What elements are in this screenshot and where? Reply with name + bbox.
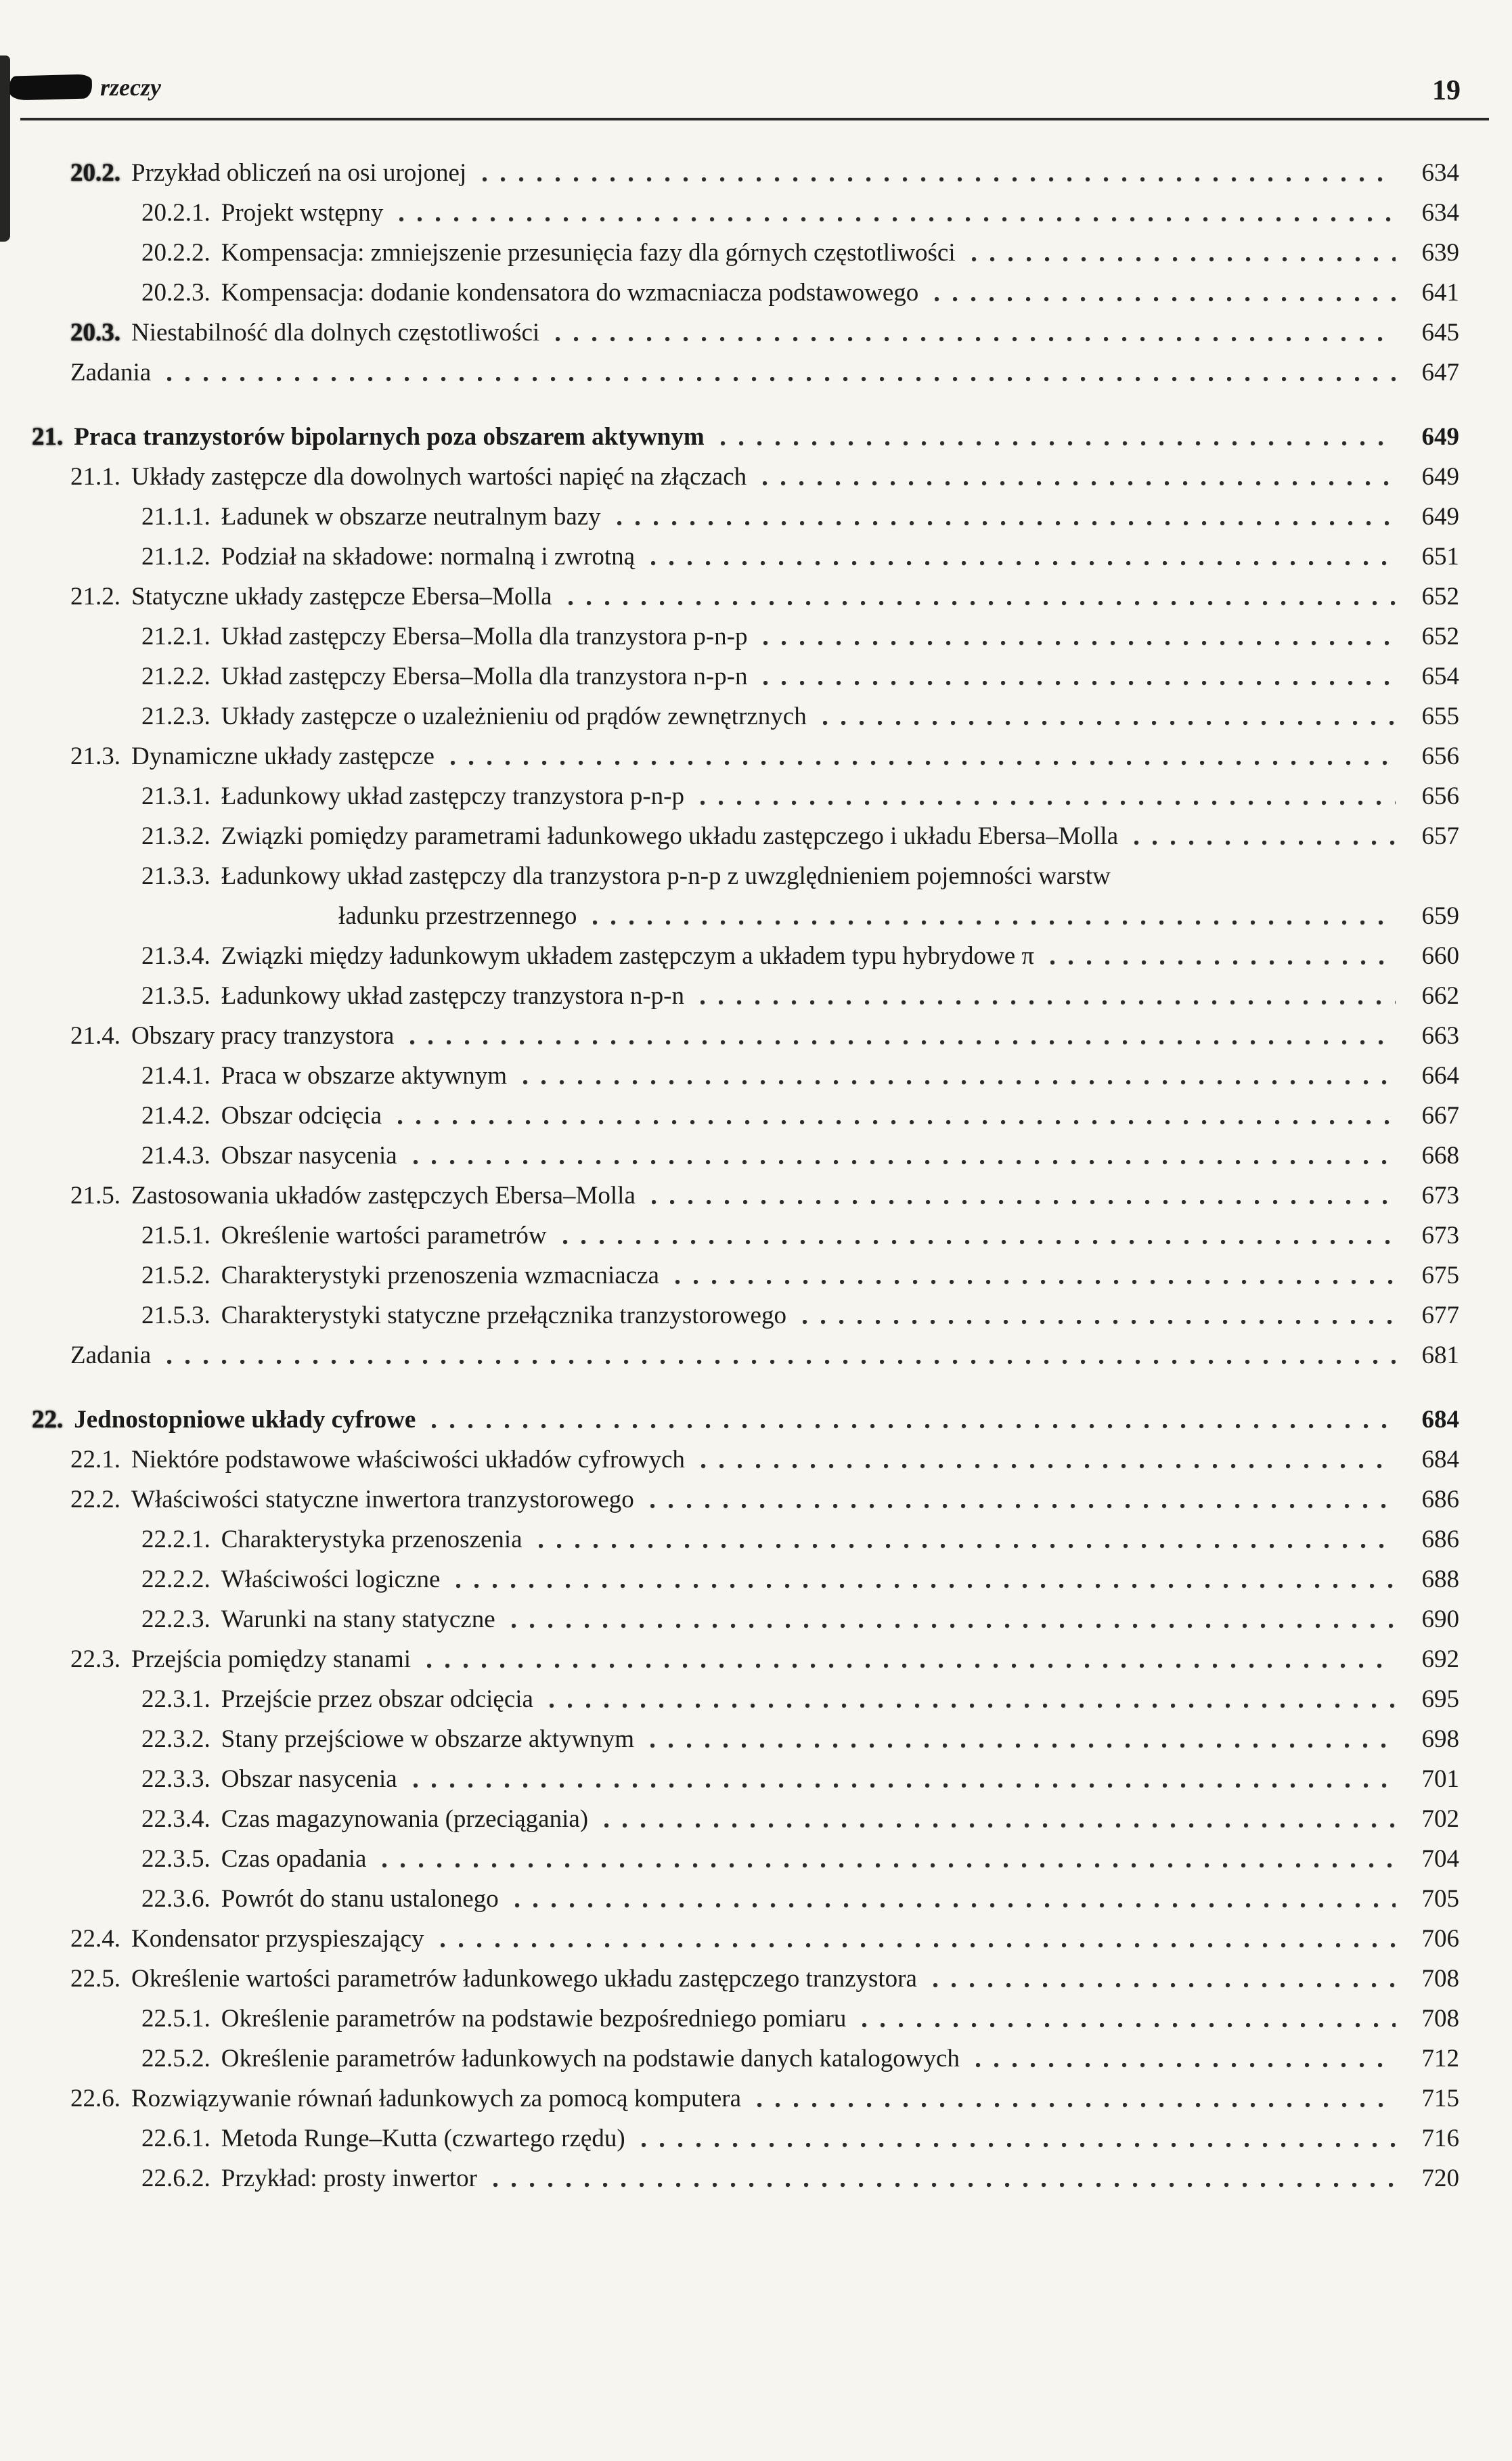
entry-title: Ładunek w obszarze neutralnym bazy	[221, 503, 601, 531]
entry-title: Jednostopniowe układy cyfrowe	[74, 1406, 416, 1434]
entry-page: 716	[1421, 2125, 1459, 2152]
entry-title: Niestabilność dla dolnych częstotliwości	[131, 319, 540, 347]
dot-leader	[816, 696, 1396, 736]
entry-title: Przykład obliczeń na osi urojonej	[131, 159, 467, 187]
dot-leader	[391, 1096, 1396, 1136]
entry-number: 21.3.3.	[141, 862, 210, 890]
entry-number: 21.4.2.	[141, 1102, 210, 1130]
entry-number: 21.4.3.	[141, 1142, 210, 1170]
entry-title: Zastosowania układów zastępczych Ebersa–Molla	[131, 1182, 636, 1210]
entry-title: Rozwiązywanie równań ładunkowych za pomocą komputera	[131, 2085, 742, 2112]
entry-page: 663	[1421, 1022, 1459, 1050]
entry-number: 21.2.3.	[141, 703, 210, 730]
entry-title: Statyczne układy zastępcze Ebersa–Molla	[131, 583, 552, 611]
entry-page: 656	[1421, 742, 1459, 770]
entry-page: 688	[1421, 1566, 1459, 1593]
scan-smudge-left-edge	[0, 56, 10, 242]
entry-page: 708	[1421, 2005, 1459, 2033]
entry-number: 20.2.1.	[141, 199, 210, 227]
ink-smudge	[9, 74, 93, 100]
toc-row	[30, 457, 1459, 497]
toc-row	[30, 896, 1459, 936]
toc-row	[30, 1639, 1459, 1679]
entry-number: 22.5.	[70, 1965, 120, 1993]
dot-leader	[928, 273, 1396, 313]
entry-title: Właściwości logiczne	[221, 1566, 441, 1593]
entry-page: 695	[1421, 1685, 1459, 1713]
entry-number: 22.3.5.	[141, 1845, 210, 1873]
toc-row	[30, 1719, 1459, 1759]
toc-row	[30, 193, 1459, 233]
entry-number: 21.2.	[70, 583, 120, 611]
entry-number: 21.1.1.	[141, 503, 210, 531]
toc-row	[30, 2079, 1459, 2119]
dot-leader	[586, 896, 1396, 936]
entry-title: Niektóre podstawowe właściwości układów cyfrowych	[131, 1446, 685, 1473]
dot-leader	[425, 1400, 1396, 1440]
dot-leader	[449, 1559, 1396, 1599]
entry-number: 21.1.2.	[141, 543, 210, 571]
dot-leader	[644, 537, 1396, 577]
entry-number: 21.5.2.	[141, 1262, 210, 1289]
entry-number: 21.3.4.	[141, 942, 210, 970]
entry-number: 22.3.4.	[141, 1805, 210, 1833]
toc-row	[30, 1056, 1459, 1096]
entry-page: 651	[1421, 543, 1459, 571]
entry-title: Układ zastępczy Ebersa–Molla dla tranzystora p-n-p	[221, 623, 748, 650]
entry-title: Ładunkowy układ zastępczy tranzystora n-p-n	[221, 982, 684, 1010]
toc-row	[30, 537, 1459, 577]
toc-row	[30, 1096, 1459, 1136]
entry-number: 21.2.2.	[141, 663, 210, 690]
dot-leader	[796, 1295, 1396, 1335]
entry-page: 652	[1421, 623, 1459, 650]
toc-row	[30, 273, 1459, 313]
entry-page: 690	[1421, 1605, 1459, 1633]
entry-title: Układy zastępcze o uzależnieniu od prądów zewnętrznych	[221, 703, 807, 730]
entry-number: 21.2.1.	[141, 623, 210, 650]
entry-page: 692	[1421, 1645, 1459, 1673]
dot-leader	[549, 313, 1396, 353]
entry-page: 702	[1421, 1805, 1459, 1833]
dot-leader	[694, 776, 1396, 816]
entry-title: Określenie wartości parametrów ładunkowego układu zastępczego tranzystora	[131, 1965, 917, 1993]
entry-page: 681	[1421, 1342, 1459, 1369]
dot-leader	[714, 417, 1396, 457]
toc-row	[30, 577, 1459, 617]
entry-page: 641	[1421, 279, 1459, 307]
entry-number: 22.4.	[70, 1925, 120, 1953]
entry-page: 659	[1421, 902, 1459, 930]
dot-leader	[444, 736, 1396, 776]
entry-number: 21.3.5.	[141, 982, 210, 1010]
dot-leader	[757, 617, 1396, 657]
entry-number: 22.3.	[70, 1645, 120, 1673]
dot-leader	[927, 1959, 1396, 1999]
dot-leader	[420, 1639, 1396, 1679]
entry-number: 21.5.	[70, 1182, 120, 1210]
toc-row	[30, 976, 1459, 1016]
dot-leader	[644, 1480, 1396, 1520]
toc-row	[30, 153, 1459, 193]
toc-row	[30, 1799, 1459, 1839]
entry-page: 634	[1421, 199, 1459, 227]
toc-row	[30, 856, 1459, 896]
entry-number: 22.6.	[70, 2085, 120, 2112]
entry-number: 22.6.2.	[141, 2165, 210, 2192]
entry-number: 22.3.2.	[141, 1725, 210, 1753]
entry-title: Metoda Runge–Kutta (czwartego rzędu)	[221, 2125, 625, 2152]
entry-number: 21.4.1.	[141, 1062, 210, 1090]
entry-number: 20.2.3.	[141, 279, 210, 307]
dot-leader	[393, 193, 1396, 233]
running-title-text: rzeczy	[100, 74, 161, 101]
toc-row	[30, 1839, 1459, 1879]
entry-page: 673	[1421, 1182, 1459, 1210]
dot-leader	[407, 1136, 1396, 1176]
entry-title: Układ zastępczy Ebersa–Molla dla tranzystora n-p-n	[221, 663, 748, 690]
toc-row	[30, 657, 1459, 696]
entry-number: 22.5.2.	[141, 2045, 210, 2072]
entry-page: 701	[1421, 1765, 1459, 1793]
entry-title: Czas opadania	[221, 1845, 367, 1873]
entry-number: 22.1.	[70, 1446, 120, 1473]
entry-title: Ładunkowy układ zastępczy tranzystora p-n-p	[221, 782, 684, 810]
entry-title: Obszar nasycenia	[221, 1765, 397, 1793]
entry-title: Układy zastępcze dla dowolnych wartości napięć na złączach	[131, 463, 747, 491]
entry-title: Zadania	[70, 1342, 152, 1369]
entry-title: Charakterystyka przenoszenia	[221, 1526, 522, 1553]
entry-number: 22.2.2.	[141, 1566, 210, 1593]
toc-row	[30, 2158, 1459, 2198]
dot-leader	[1044, 936, 1396, 976]
entry-number: 21.3.2.	[141, 822, 210, 850]
toc-row	[30, 353, 1459, 393]
toc-row	[30, 736, 1459, 776]
entry-number: 21.3.	[70, 742, 120, 770]
toc-row	[30, 1599, 1459, 1639]
entry-title: Podział na składowe: normalną i zwrotną	[221, 543, 636, 571]
entry-title: ładunku przestrzennego	[338, 902, 577, 930]
entry-number: 22.6.1.	[141, 2125, 210, 2152]
toc-row	[30, 497, 1459, 537]
entry-page: 647	[1421, 359, 1459, 386]
entry-page: 634	[1421, 159, 1459, 187]
entry-page: 668	[1421, 1142, 1459, 1170]
entry-title: Określenie parametrów na podstawie bezpośredniego pomiaru	[221, 2005, 847, 2033]
toc-row	[30, 1679, 1459, 1719]
entry-page: 667	[1421, 1102, 1459, 1130]
dot-leader	[669, 1256, 1396, 1295]
entry-number: 22.2.	[70, 1486, 120, 1513]
entry-title: Czas magazynowania (przeciągania)	[221, 1805, 589, 1833]
entry-page: 656	[1421, 782, 1459, 810]
entry-page: 649	[1421, 463, 1459, 491]
dot-leader	[757, 657, 1396, 696]
toc-row	[30, 1999, 1459, 2039]
entry-page: 652	[1421, 583, 1459, 611]
entry-page: 675	[1421, 1262, 1459, 1289]
dot-leader	[476, 153, 1396, 193]
entry-page: 686	[1421, 1486, 1459, 1513]
entry-page: 655	[1421, 703, 1459, 730]
dot-leader	[645, 1176, 1396, 1216]
entry-page: 686	[1421, 1526, 1459, 1553]
entry-title: Przykład: prosty inwertor	[221, 2165, 477, 2192]
entry-page: 649	[1421, 503, 1459, 531]
entry-number: 22.3.3.	[141, 1765, 210, 1793]
toc-list	[30, 153, 1459, 2198]
dot-leader	[756, 457, 1396, 497]
entry-title: Dynamiczne układy zastępcze	[131, 742, 435, 770]
entry-number: 22.3.6.	[141, 1885, 210, 1913]
toc-row	[30, 1879, 1459, 1919]
dot-leader	[751, 2079, 1396, 2119]
entry-title: Obszar odcięcia	[221, 1102, 382, 1130]
dot-leader	[505, 1599, 1396, 1639]
entry-page: 657	[1421, 822, 1459, 850]
dot-leader	[532, 1520, 1396, 1559]
toc-row	[30, 776, 1459, 816]
entry-title: Kompensacja: dodanie kondensatora do wzmacniacza podstawowego	[221, 279, 919, 307]
entry-number: 21.5.1.	[141, 1222, 210, 1249]
toc-row	[30, 417, 1459, 457]
dot-leader	[1128, 816, 1396, 856]
entry-title: Obszar nasycenia	[221, 1142, 397, 1170]
dot-leader	[598, 1799, 1396, 1839]
toc-row	[30, 1559, 1459, 1599]
toc-row	[30, 1440, 1459, 1480]
dot-leader	[694, 976, 1396, 1016]
entry-page: 673	[1421, 1222, 1459, 1249]
toc-row	[30, 1176, 1459, 1216]
entry-title: Właściwości statyczne inwertora tranzystorowego	[131, 1486, 634, 1513]
entry-title: Związki między ładunkowym układem zastępczym a układem typu hybrydowe π	[221, 942, 1035, 970]
dot-leader	[487, 2158, 1396, 2198]
dot-leader	[508, 1879, 1396, 1919]
toc-row	[30, 1400, 1459, 1440]
entry-title: Powrót do stanu ustalonego	[221, 1885, 499, 1913]
dot-leader	[562, 577, 1396, 617]
entry-page: 704	[1421, 1845, 1459, 1873]
entry-page: 677	[1421, 1302, 1459, 1329]
toc-row	[30, 1295, 1459, 1335]
entry-page: 639	[1421, 239, 1459, 267]
toc-row	[30, 936, 1459, 976]
dot-leader	[403, 1016, 1396, 1056]
running-title	[9, 73, 161, 102]
dot-leader	[543, 1679, 1396, 1719]
page-number: 19	[1432, 75, 1461, 106]
entry-title: Przejścia pomiędzy stanami	[131, 1645, 412, 1673]
toc-row	[30, 1256, 1459, 1295]
entry-title: Warunki na stany statyczne	[221, 1605, 495, 1633]
entry-number: 21.	[32, 423, 64, 451]
toc-row	[30, 1919, 1459, 1959]
toc-row	[30, 1480, 1459, 1520]
dot-leader	[610, 497, 1396, 537]
entry-title: Zadania	[70, 359, 152, 386]
toc-row	[30, 1016, 1459, 1056]
entry-page: 715	[1421, 2085, 1459, 2112]
dot-leader	[694, 1440, 1396, 1480]
dot-leader	[376, 1839, 1396, 1879]
page-header	[9, 0, 1461, 107]
entry-title: Ładunkowy układ zastępczy dla tranzystora p-n-p z uwzględnieniem pojemności warstw	[221, 862, 1111, 890]
entry-number: 21.1.	[70, 463, 120, 491]
entry-page: 649	[1421, 423, 1459, 451]
entry-title: Określenie wartości parametrów	[221, 1222, 547, 1249]
dot-leader	[516, 1056, 1396, 1096]
toc-row	[30, 313, 1459, 353]
toc-row	[30, 2119, 1459, 2158]
entry-title: Praca tranzystorów bipolarnych poza obszarem aktywnym	[74, 423, 705, 451]
entry-title: Kondensator przyspieszający	[131, 1925, 424, 1953]
entry-number: 21.5.3.	[141, 1302, 210, 1329]
toc-row	[30, 1136, 1459, 1176]
entry-page: 664	[1421, 1062, 1459, 1090]
entry-title: Kompensacja: zmniejszenie przesunięcia fazy dla górnych częstotliwości	[221, 239, 956, 267]
dot-leader	[644, 1719, 1396, 1759]
dot-leader	[969, 2039, 1396, 2079]
toc-row	[30, 1216, 1459, 1256]
entry-page: 660	[1421, 942, 1459, 970]
entry-page: 654	[1421, 663, 1459, 690]
entry-title: Stany przejściowe w obszarze aktywnym	[221, 1725, 635, 1753]
dot-leader	[635, 2119, 1396, 2158]
dot-leader	[965, 233, 1396, 273]
entry-title: Charakterystyki przenoszenia wzmacniacza	[221, 1262, 659, 1289]
entry-number: 22.3.1.	[141, 1685, 210, 1713]
entry-page: 684	[1421, 1406, 1459, 1434]
entry-number: 22.5.1.	[141, 2005, 210, 2033]
header-rule	[20, 118, 1489, 120]
entry-page: 720	[1421, 2165, 1459, 2192]
entry-number: 20.2.2.	[141, 239, 210, 267]
entry-page: 684	[1421, 1446, 1459, 1473]
dot-leader	[556, 1216, 1396, 1256]
toc-row	[30, 1959, 1459, 1999]
dot-leader	[160, 1335, 1396, 1375]
dot-leader	[160, 353, 1396, 393]
entry-number: 20.2.	[70, 159, 120, 187]
dot-leader	[407, 1759, 1396, 1799]
entry-number: 22.2.3.	[141, 1605, 210, 1633]
entry-page: 698	[1421, 1725, 1459, 1753]
entry-title: Obszary pracy tranzystora	[131, 1022, 395, 1050]
dot-leader	[434, 1919, 1396, 1959]
toc-row	[30, 1520, 1459, 1559]
entry-page: 645	[1421, 319, 1459, 347]
entry-title: Związki pomiędzy parametrami ładunkowego układu zastępczego i układu Ebersa–Molla	[221, 822, 1119, 850]
toc-row	[30, 816, 1459, 856]
entry-page: 662	[1421, 982, 1459, 1010]
entry-title: Określenie parametrów ładunkowych na podstawie danych katalogowych	[221, 2045, 960, 2072]
entry-title: Charakterystyki statyczne przełącznika tranzystorowego	[221, 1302, 786, 1329]
toc-row	[30, 2039, 1459, 2079]
entry-page: 708	[1421, 1965, 1459, 1993]
entry-title: Przejście przez obszar odcięcia	[221, 1685, 533, 1713]
toc-row	[30, 1759, 1459, 1799]
dot-leader	[855, 1999, 1396, 2039]
entry-page: 706	[1421, 1925, 1459, 1953]
entry-title: Praca w obszarze aktywnym	[221, 1062, 507, 1090]
toc-row	[30, 233, 1459, 273]
entry-page: 705	[1421, 1885, 1459, 1913]
entry-title: Projekt wstępny	[221, 199, 384, 227]
toc-row	[30, 617, 1459, 657]
entry-number: 20.3.	[70, 319, 120, 347]
toc-row	[30, 1335, 1459, 1375]
entry-number: 22.2.1.	[141, 1526, 210, 1553]
toc-row	[30, 696, 1459, 736]
entry-number: 22.	[32, 1406, 64, 1434]
entry-number: 21.3.1.	[141, 782, 210, 810]
entry-number: 21.4.	[70, 1022, 120, 1050]
entry-page: 712	[1421, 2045, 1459, 2072]
